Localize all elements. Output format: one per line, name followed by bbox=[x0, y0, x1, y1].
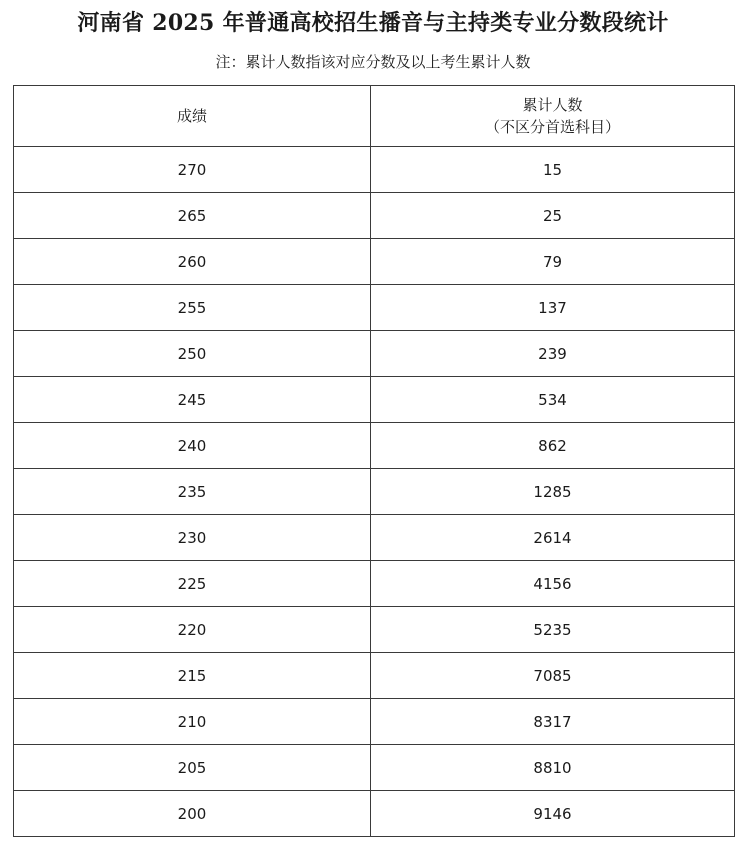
cumulative-count-cell: 5235 bbox=[371, 607, 735, 653]
table-row bbox=[14, 285, 735, 331]
table-row bbox=[14, 239, 735, 285]
cumulative-count-cell: 8317 bbox=[371, 699, 735, 745]
table-row bbox=[14, 377, 735, 423]
table-row bbox=[14, 147, 735, 193]
table-row bbox=[14, 699, 735, 745]
cumulative-count-cell: 25 bbox=[371, 193, 735, 239]
cumulative-count-cell: 8810 bbox=[371, 745, 735, 791]
table-row bbox=[14, 193, 735, 239]
score-cell: 270 bbox=[14, 147, 371, 193]
cumulative-count-cell: 15 bbox=[371, 147, 735, 193]
cumulative-count-cell: 239 bbox=[371, 331, 735, 377]
score-cell: 220 bbox=[14, 607, 371, 653]
score-cell: 260 bbox=[14, 239, 371, 285]
table-row bbox=[14, 607, 735, 653]
header-cumulative-label: 累计人数 bbox=[522, 96, 583, 114]
cumulative-count-cell: 9146 bbox=[371, 791, 735, 837]
score-cell: 235 bbox=[14, 469, 371, 515]
header-score-label: 成绩 bbox=[176, 107, 207, 125]
table-row bbox=[14, 561, 735, 607]
score-cell: 225 bbox=[14, 561, 371, 607]
score-cell: 230 bbox=[14, 515, 371, 561]
score-cell: 210 bbox=[14, 699, 371, 745]
cumulative-count-cell: 137 bbox=[371, 285, 735, 331]
table-row bbox=[14, 745, 735, 791]
table-note: 注：累计人数指该对应分数及以上考生累计人数 bbox=[215, 53, 531, 71]
table-row bbox=[14, 791, 735, 837]
cumulative-count-cell: 4156 bbox=[371, 561, 735, 607]
score-distribution-table bbox=[13, 85, 735, 837]
score-cell: 200 bbox=[14, 791, 371, 837]
header-cumulative bbox=[371, 86, 735, 147]
score-cell: 265 bbox=[14, 193, 371, 239]
cumulative-count-cell: 862 bbox=[371, 423, 735, 469]
cumulative-count-cell: 534 bbox=[371, 377, 735, 423]
score-cell: 245 bbox=[14, 377, 371, 423]
score-cell: 255 bbox=[14, 285, 371, 331]
score-cell: 205 bbox=[14, 745, 371, 791]
cumulative-count-cell: 79 bbox=[371, 239, 735, 285]
header-score bbox=[14, 86, 371, 147]
table-body bbox=[14, 147, 735, 837]
cumulative-count-cell: 7085 bbox=[371, 653, 735, 699]
table-row bbox=[14, 469, 735, 515]
score-cell: 215 bbox=[14, 653, 371, 699]
table-row bbox=[14, 423, 735, 469]
page-title: 河南省 2025 年普通高校招生播音与主持类专业分数段统计 bbox=[77, 10, 669, 36]
score-cell: 250 bbox=[14, 331, 371, 377]
table-row bbox=[14, 331, 735, 377]
score-cell: 240 bbox=[14, 423, 371, 469]
cumulative-count-cell: 1285 bbox=[371, 469, 735, 515]
table-row bbox=[14, 515, 735, 561]
header-cumulative-sublabel: （不区分首选科目） bbox=[484, 118, 620, 136]
table-header-row bbox=[14, 86, 735, 147]
cumulative-count-cell: 2614 bbox=[371, 515, 735, 561]
table-row bbox=[14, 653, 735, 699]
